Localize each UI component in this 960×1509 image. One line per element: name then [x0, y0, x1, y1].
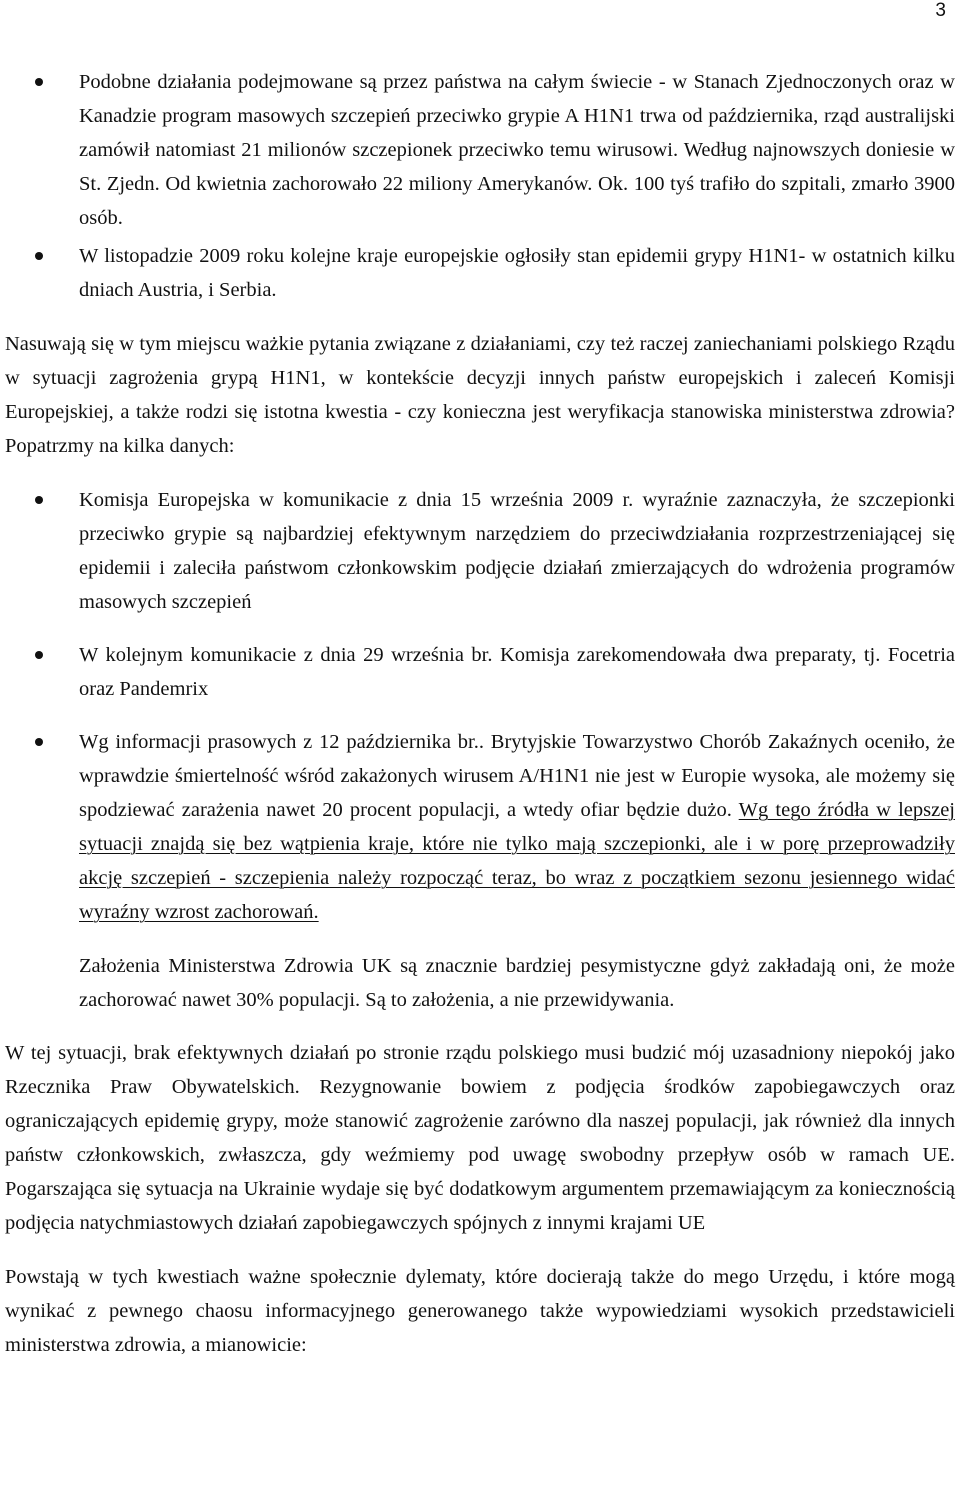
- paragraph: W tej sytuacji, brak efektywnych działań po stronie rządu polskiego musi budzić mój uzasadniony niepokój jako Rzecznika Praw Obywatelskich. Rezygnowanie bowiem z podjęcia środków zapobiegawczych oraz ograniczających epidemię grypy, może stanowić zagrożenie zarówno dla naszej populacji, jak również dla innych państw członkowskich, zwłaszcza, gdy weźmiemy pod uwagę swobodny przepływ osób w ramach UE. Pogarszająca się sytuacja na Ukrainie wydaje się być dodatkowym argumentem przemawiającym za koniecznością podjęcia natychmiastowych działań zapobiegawczych spójnych z innymi krajami UE: [5, 1042, 955, 1234]
- indented-paragraph: Założenia Ministerstwa Zdrowia UK są znacznie bardziej pesymistyczne gdyż zakładają oni, że może zachorować nawet 30% populacji. Są to założenia, a nie przewidywania.: [79, 955, 955, 1011]
- bullet-item: W listopadzie 2009 roku kolejne kraje europejskie ogłosiły stan epidemii grypy H1N1- w ostatnich kilku dniach Austria, i Serbia.: [5, 239, 955, 307]
- page-number: 3: [935, 0, 946, 21]
- bullet-text: Wg informacji prasowych z 12 października br.. Brytyjskie Towarzystwo Chorób Zakaźnych oceniło, że wprawdzie śmiertelność wśród zakażonych wirusem A/H1N1 nie jest w Europie wysoka, ale możemy się spodziewać zarażenia nawet 20 procent populacji, a wtedy ofiar będzie dużo.: [79, 731, 955, 821]
- bullet-item: Komisja Europejska w komunikacie z dnia 15 września 2009 r. wyraźnie zaznaczyła, że szczepionki przeciwko grypie są najbardziej efektywnym narzędziem do przeciwdziałania rozprzestrzeniającej się epidemii i zaleciła państwom członkowskim podjęcie działań zmierzających do wdrożenia programów masowych szczepień: [5, 483, 955, 619]
- paragraph: Powstają w tych kwestiach ważne społecznie dylematy, które docierają także do mego Urzędu, i które mogą wynikać z pewnego chaosu informacyjnego generowanego także wypowiedziami wysokich przedstawicieli ministerstwa zdrowia, a mianowicie:: [5, 1266, 955, 1356]
- bullet-item: Podobne działania podejmowane są przez państwa na całym świecie - w Stanach Zjednoczonych oraz w Kanadzie program masowych szczepień przeciwko grypie A H1N1 trwa od października, rząd australijski zamówił natomiast 21 milionów szczepionek przeciwko temu wirusowi. Według najnowszych doniesie w St. Zjedn. Od kwietnia zachorowało 22 miliony Amerykanów. Ok. 100 tyś trafiło do szpitali, zmarło 3900 osób.: [5, 65, 955, 235]
- document-body: [5, 65, 955, 1362]
- bullet-item: [5, 725, 955, 929]
- underlined-text: Wg tego źródła w lepszej sytuacji znajdą się bez wątpienia kraje, które nie tylko mają szczepionki, ale i w porę przeprowadziły akcję szczepień - szczepienia należy rozpocząć teraz, bo wraz z początkiem sezonu jesiennego widać wyraźny wzrost zachorowań.: [79, 799, 955, 923]
- bullet-item: W kolejnym komunikacie z dnia 29 września br. Komisja zarekomendowała dwa preparaty, tj. Focetria oraz Pandemrix: [5, 638, 955, 706]
- paragraph: Nasuwają się w tym miejscu ważkie pytania związane z działaniami, czy też raczej zaniechaniami polskiego Rządu w sytuacji zagrożenia grypą H1N1, w kontekście decyzji innych państw europejskich i zaleceń Komisji Europejskiej, a także rodzi się istotna kwestia - czy konieczna jest weryfikacja stanowiska ministerstwa zdrowia? Popatrzmy na kilka danych:: [5, 333, 955, 457]
